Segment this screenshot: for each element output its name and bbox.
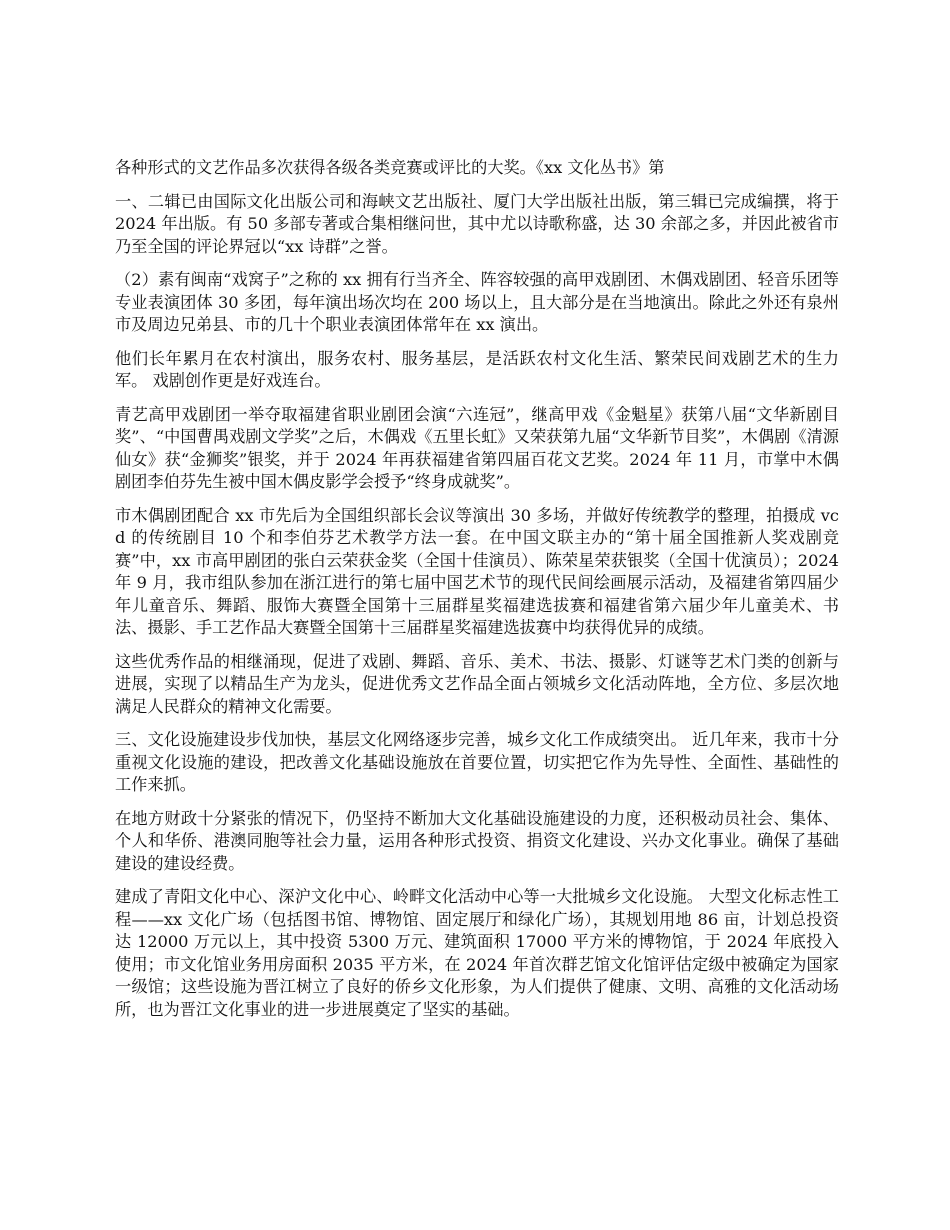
paragraph-gaojia-awards: 青艺高甲戏剧团一举夺取福建省职业剧团会演“六连冠”，继高甲戏《金魁星》获第八届“文华新剧目奖”、“中国曹禺戏剧文学奖”之后，木偶戏《五里长虹》又荣获第九届“文华新节目奖”，木偶剧《清源仙女》获“金狮奖”银奖，并于 2024 年再获福建省第四届百花文艺奖。2024 年 11 月，市掌中木偶剧团李伯芬先生被中国木偶皮影学会授予“终身成就奖”。 <box>115 404 839 491</box>
paragraph-financing: 在地方财政十分紧张的情况下，仍坚持不断加大文化基础设施建设的力度，还积极动员社会、集体、个人和华侨、港澳同胞等社会力量，运用各种形式投资、捐资文化建设、兴办文化事业。确保了基础建设的建设经费。 <box>115 808 839 873</box>
paragraph-troupes: （2）素有闽南“戏窝子”之称的 xx 拥有行当齐全、阵容较强的高甲戏剧团、木偶戏剧团、轻音乐团等专业表演团体 30 多团，每年演出场次均在 200 场以上，且大部分是在当地演出。除此之外还有泉州市及周边兄弟县、市的几十个职业表演团体常年在 xx 演出。 <box>115 270 839 334</box>
paragraph-awards-intro: 各种形式的文艺作品多次获得各级各类竞赛或评比的大奖。《xx 文化丛书》第 <box>115 158 665 177</box>
paragraph-facilities-heading: 三、文化设施建设步伐加快，基层文化网络逐步完善，城乡文化工作成绩突出。 近几年来，我市十分重视文化设施的建设，把改善文化基础设施放在首要位置，切实把它作为先导性、全面性、基础性的工作来抓。 <box>115 730 839 794</box>
paragraph-puppet-troupe: 市木偶剧团配合 xx 市先后为全国组织部长会议等演出 30 多场，并做好传统教学的整理，拍摄成 vcd 的传统剧目 10 个和李伯芬艺术教学方法一套。在中国文联主办的“第十届全国推新人奖戏剧竞赛”中，xx 市高甲剧团的张白云荣获金奖（全国十佳演员）、陈荣星荣获银奖（全国十优演员）；2024 年 9 月，我市组队参加在浙江进行的第七届中国艺术节的现代民间绘画展示活动，及福建省第四届少年儿童音乐、舞蹈、服饰大赛暨全国第十三届群星奖福建选拔赛和福建省第六届少年儿童美术、书法、摄影、手工艺作品大赛暨全国第十三届群星奖福建选拔赛中均获得优异的成绩。 <box>115 505 839 637</box>
paragraph-outstanding-works: 这些优秀作品的相继涌现，促进了戏剧、舞蹈、音乐、美术、书法、摄影、灯谜等艺术门类的创新与进展，实现了以精品生产为龙头，促进优秀文艺作品全面占领城乡文化活动阵地，全方位、多层次地满足人民群众的精神文化需要。 <box>115 651 839 716</box>
paragraph-cultural-centers: 建成了青阳文化中心、深沪文化中心、岭畔文化活动中心等一大批城乡文化设施。 大型文化标志性工程——xx 文化广场（包括图书馆、博物馆、固定展厅和绿化广场），其规划用地 86 亩，计划总投资达 12000 万元以上，其中投资 5300 万元、建筑面积 17000 平方米的博物馆，于 2024 年底投入使用；市文化馆业务用房面积 2035 平方米，在 2024 年首次群艺馆文化馆评估定级中被确定为国家一级馆；这些设施为晋江树立了良好的侨乡文化形象，为人们提供了健康、文明、高雅的文化活动场所，也为晋江文化事业的进一步进展奠定了坚实的基础。 <box>115 887 839 1019</box>
paragraph-rural-performances: 他们长年累月在农村演出，服务农村、服务基层，是活跃农村文化生活、繁荣民间戏剧艺术的生力军。 戏剧创作更是好戏连台。 <box>115 348 839 390</box>
paragraph-book-series: 一、二辑已由国际文化出版公司和海峡文艺出版社、厦门大学出版社出版，第三辑已完成编撰，将于 2024 年出版。有 50 多部专著或合集相继问世，其中尤以诗歌称盛，达 30 余部之多，并因此被省市乃至全国的评论界冠以“xx 诗群”之誉。 <box>115 191 839 256</box>
document-page <box>115 157 839 1032</box>
